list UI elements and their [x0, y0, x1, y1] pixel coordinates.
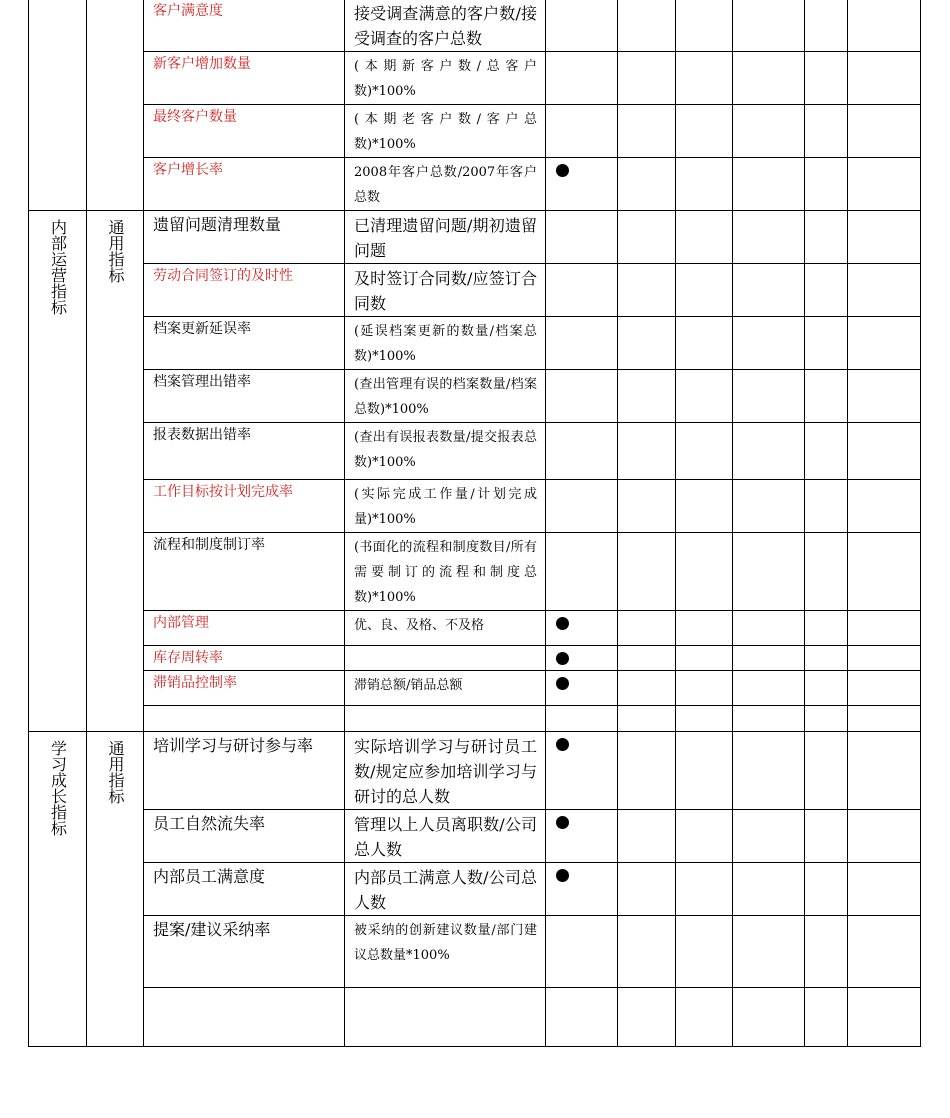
table-row [29, 533, 921, 611]
mark-cell [546, 863, 618, 916]
mark-cell [546, 0, 618, 52]
indicator-formula: 实际培训学习与研讨员工数/规定应参加培训学习与研讨的总人数 [345, 732, 546, 810]
mark-cell [546, 810, 618, 863]
indicator-formula: 2008年客户总数/2007年客户总数 [345, 158, 546, 211]
indicator-name: 工作目标按计划完成率 [144, 480, 345, 533]
subcategory-label: 通用指标 [106, 740, 125, 804]
indicator-formula: 及时签订合同数/应签订合同数 [345, 264, 546, 317]
selected-dot-icon [556, 738, 569, 751]
selected-dot-icon [556, 164, 569, 177]
empty-cell [144, 988, 345, 1047]
subcategory-cell [87, 732, 144, 1047]
table-row [29, 264, 921, 317]
category-cell [29, 732, 87, 1047]
mark-cell [546, 916, 618, 988]
indicator-name: 内部员工满意度 [144, 863, 345, 916]
mark-cell [546, 646, 618, 671]
mark-cell [546, 533, 618, 611]
indicator-formula: 管理以上人员离职数/公司总人数 [345, 810, 546, 863]
selected-dot-icon [556, 816, 569, 829]
indicator-formula: 已清理遗留问题/期初遗留问题 [345, 211, 546, 264]
subcategory-cell [87, 0, 144, 211]
indicator-formula: 内部员工满意人数/公司总人数 [345, 863, 546, 916]
mark-cell [546, 732, 618, 810]
table-row [29, 988, 921, 1047]
indicator-name: 培训学习与研讨参与率 [144, 732, 345, 810]
indicator-name: 客户增长率 [144, 158, 345, 211]
mark-cell [546, 423, 618, 480]
indicator-name: 最终客户数量 [144, 105, 345, 158]
category-label: 学习成长指标 [48, 740, 68, 836]
table-row [29, 423, 921, 480]
mark-cell [546, 158, 618, 211]
indicator-formula: (实际完成工作量/计划完成量)*100% [345, 480, 546, 533]
mark-cell [546, 317, 618, 370]
table-row [29, 611, 921, 646]
mark-cell [546, 480, 618, 533]
mark-cell [546, 370, 618, 423]
table-row [29, 105, 921, 158]
category-label: 内部运营指标 [48, 219, 68, 315]
selected-dot-icon [556, 677, 569, 690]
indicator-formula: 滞销总额/销品总额 [345, 671, 546, 706]
category-cell [29, 211, 87, 732]
indicator-name: 提案/建议采纳率 [144, 916, 345, 988]
selected-dot-icon [556, 652, 569, 665]
category-cell [29, 0, 87, 211]
mark-cell [546, 211, 618, 264]
table-row [29, 0, 921, 52]
indicator-name: 报表数据出错率 [144, 423, 345, 480]
kpi-table [28, 0, 921, 1047]
indicator-formula: (延误档案更新的数量/档案总数)*100% [345, 317, 546, 370]
indicator-formula: (本期老客户数/客户总数)*100% [345, 105, 546, 158]
empty-cell [345, 706, 546, 732]
indicator-formula: (本期新客户数/总客户数)*100% [345, 52, 546, 105]
indicator-formula: (查出管理有误的档案数量/档案总数)*100% [345, 370, 546, 423]
empty-cell [144, 706, 345, 732]
indicator-formula: 接受调查满意的客户数/接受调查的客户总数 [345, 0, 546, 52]
indicator-formula: (书面化的流程和制度数目/所有需要制订的流程和制度总数)*100% [345, 533, 546, 611]
table-row [29, 810, 921, 863]
indicator-name: 流程和制度制订率 [144, 533, 345, 611]
table-row [29, 706, 921, 732]
empty-cell [345, 988, 546, 1047]
indicator-formula: 优、良、及格、不及格 [345, 611, 546, 646]
mark-cell [546, 52, 618, 105]
table-row [29, 916, 921, 988]
table-row [29, 480, 921, 533]
table-row [29, 863, 921, 916]
indicator-formula: (查出有误报表数量/提交报表总数)*100% [345, 423, 546, 480]
subcategory-label: 通用指标 [106, 219, 125, 283]
indicator-name: 档案更新延误率 [144, 317, 345, 370]
indicator-name: 内部管理 [144, 611, 345, 646]
indicator-formula: 被采纳的创新建议数量/部门建议总数量*100% [345, 916, 546, 988]
indicator-name: 库存周转率 [144, 646, 345, 671]
mark-cell [546, 264, 618, 317]
indicator-name: 档案管理出错率 [144, 370, 345, 423]
subcategory-cell [87, 211, 144, 732]
table-row [29, 671, 921, 706]
table-row [29, 732, 921, 810]
indicator-formula [345, 646, 546, 671]
table-row [29, 370, 921, 423]
indicator-name: 劳动合同签订的及时性 [144, 264, 345, 317]
mark-cell [546, 671, 618, 706]
indicator-name: 新客户增加数量 [144, 52, 345, 105]
indicator-name: 员工自然流失率 [144, 810, 345, 863]
indicator-name: 遗留问题清理数量 [144, 211, 345, 264]
table-row [29, 158, 921, 211]
table-row [29, 52, 921, 105]
table-row [29, 211, 921, 264]
selected-dot-icon [556, 617, 569, 630]
table-row [29, 646, 921, 671]
mark-cell [546, 611, 618, 646]
selected-dot-icon [556, 869, 569, 882]
indicator-name: 客户满意度 [144, 0, 345, 52]
table-row [29, 317, 921, 370]
indicator-name: 滞销品控制率 [144, 671, 345, 706]
mark-cell [546, 105, 618, 158]
